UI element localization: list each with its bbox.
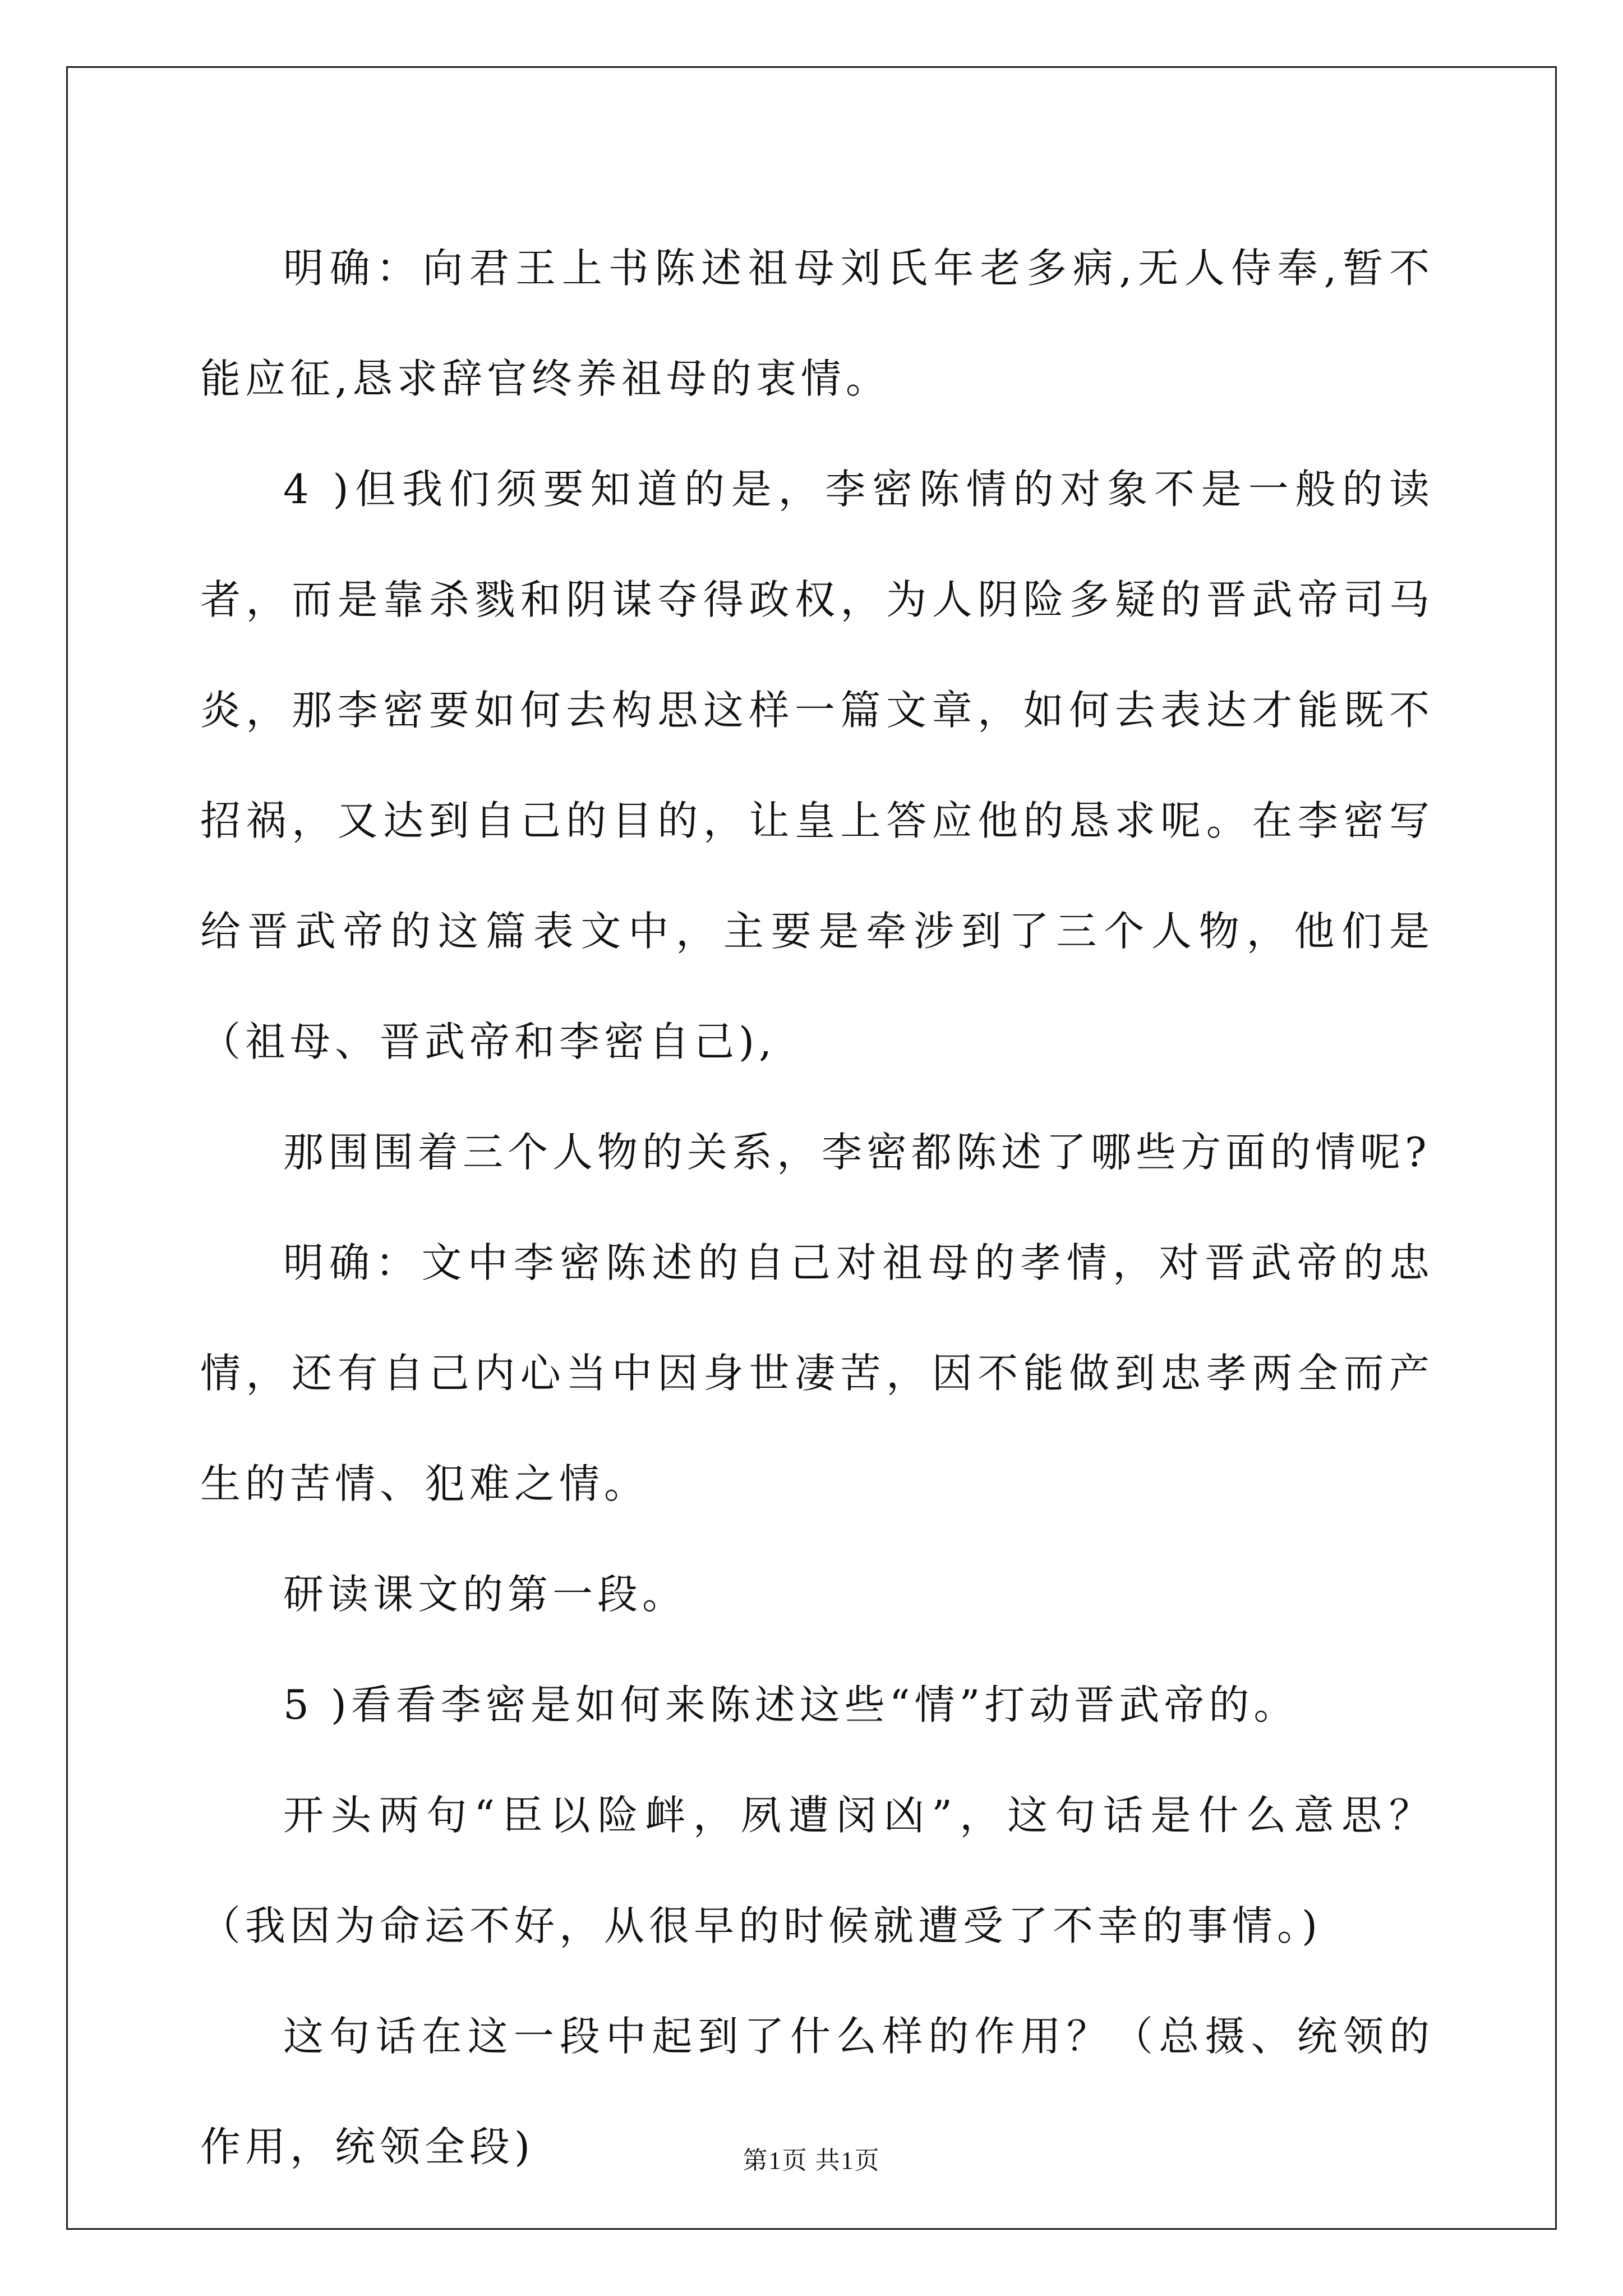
paragraph-8: 这句话在这一段中起到了什么样的作用？（总摄、统领的作用，统领全段): [200, 2013, 1434, 2170]
paragraph-2: 4 )但我们须要知道的是，李密陈情的对象不是一般的读者，而是靠杀戮和阴谋夺得政权，为人阴险多疑的晋武帝司马炎，那李密要如何去构思这样一篇文章，如何去表达才能既不招祸，又达到自己的目的，让皇上答应他的恳求呢。在李密写给晋武帝的这篇表文中，主要是牵涉到了三个人物，他们是（祖母、晋武帝和李密自己),: [200, 466, 1434, 1065]
paragraph-7: 开头两句“臣以险衅，夙遭闵凶”，这句话是什么意思？（我因为命运不好，从很早的时候就遭受了不幸的事情。): [200, 1792, 1434, 1949]
paragraph-4: 明确：文中李密陈述的自己对祖母的孝情，对晋武帝的忠情，还有自己内心当中因身世凄苦，因不能做到忠孝两全而产生的苦情、犯难之情。: [200, 1239, 1434, 1507]
page-number-footer: 第1页 共1页: [743, 2147, 880, 2174]
document-body: [200, 213, 1434, 2202]
paragraph-1: 明确：向君王上书陈述祖母刘氏年老多病,无人侍奉,暂不能应征,恳求辞官终养祖母的衷情。: [200, 245, 1434, 402]
paragraph-3: 那围围着三个人物的关系，李密都陈述了哪些方面的情呢?: [283, 1129, 1431, 1176]
paragraph-6: 5 )看看李密是如何来陈述这些“情”打动晋武帝的。: [283, 1681, 1299, 1728]
paragraph-5: 研读课文的第一段。: [283, 1571, 688, 1618]
